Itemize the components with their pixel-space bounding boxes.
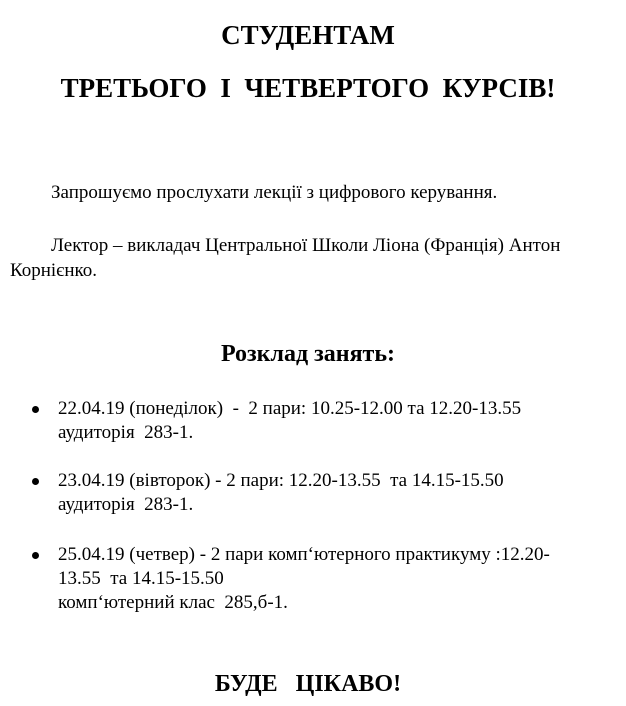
title-line-1: СТУДЕНТАМ bbox=[221, 20, 395, 50]
closing-text: БУДЕ ЦІКАВО! bbox=[214, 671, 402, 697]
bullet-icon bbox=[32, 552, 39, 559]
schedule-item-line: 22.04.19 (понеділок) - 2 пари: 10.25-12.00 та 12.20-13.55 bbox=[58, 398, 522, 419]
schedule-item-line: 25.04.19 (четвер) - 2 пари комп‘ютерного практикуму :12.20- bbox=[58, 544, 550, 565]
schedule-item-line: аудиторія 283-1. bbox=[58, 494, 194, 515]
invitation-paragraph: Запрошуємо прослухати лекції з цифрового керування. bbox=[51, 182, 498, 203]
schedule-item-line: 13.55 та 14.15-15.50 bbox=[58, 568, 224, 589]
bullet-icon bbox=[32, 478, 39, 485]
lecturer-paragraph: Лектор – викладач Центральної Школи Ліона (Франція) Антон Корнієнко. bbox=[10, 235, 561, 281]
schedule-item-text bbox=[58, 469, 606, 517]
schedule-heading: Розклад занять: bbox=[220, 341, 396, 367]
schedule-item-text bbox=[58, 397, 606, 445]
schedule-item-text bbox=[58, 543, 606, 615]
title-line-2: ТРЕТЬОГО І ЧЕТВЕРТОГО КУРСІВ! bbox=[60, 73, 556, 103]
schedule-item-line: 23.04.19 (вівторок) - 2 пари: 12.20-13.55 та 14.15-15.50 bbox=[58, 470, 504, 491]
bullet-icon bbox=[32, 406, 39, 413]
schedule-item-line: комп‘ютерний клас 285,б-1. bbox=[58, 592, 288, 613]
schedule-item-line: аудиторія 283-1. bbox=[58, 422, 194, 443]
